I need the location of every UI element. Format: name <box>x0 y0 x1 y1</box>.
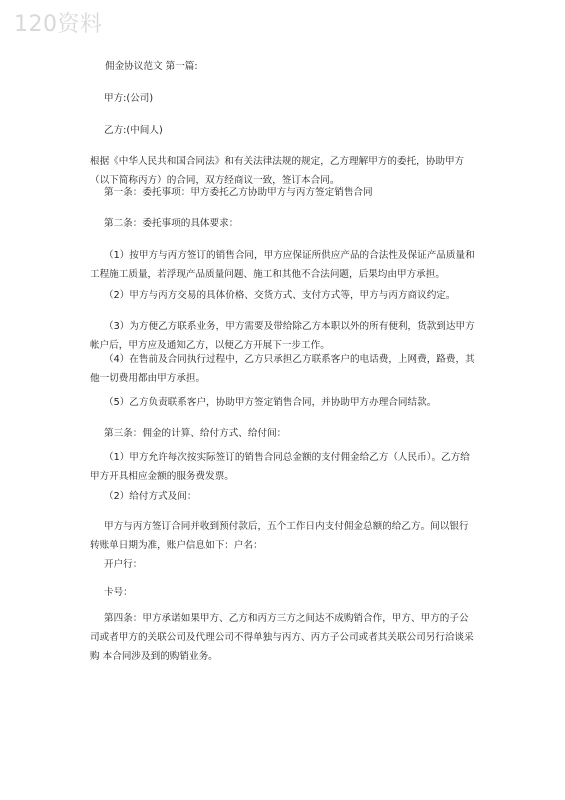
article-2-item-1 <box>90 246 494 284</box>
party-a: 甲方:(公司) <box>104 93 154 104</box>
article-4 <box>90 609 494 666</box>
article-2-item-5: （5）乙方负责联系客户，协助甲方签定销售合同，并协助甲方办理合同结款。 <box>104 397 437 408</box>
payment-paragraph <box>90 517 494 555</box>
intro-line-2: （以下简称丙方）的合同，双方经商议一致，签订本合同。 <box>90 175 340 186</box>
watermark-logo: 120资料 <box>14 12 103 37</box>
article-3-item-1-line-2: 甲方开具相应金额的服务费发票。 <box>90 471 234 482</box>
article-3-item-1 <box>90 448 494 486</box>
article-4-line-3: 购 本合同涉及到的购销业务。 <box>90 651 218 662</box>
article-4-line-1: 第四条：甲方承诺如果甲方、乙方和丙方三方之间达不成购销合作，甲方、甲方的子公 <box>104 613 469 624</box>
item-4-line-2: 他一切费用都由甲方承担。 <box>90 373 206 384</box>
payment-line-1: 甲方与丙方签订合同并收到预付款后，五个工作日内支付佣金总额的给乙方。间以银行 <box>104 521 469 532</box>
article-2-title: 第二条：委托事项的具体要求： <box>104 218 239 229</box>
party-b: 乙方:(中间人) <box>104 125 163 136</box>
item-3-line-2: 帐户后，甲方应及通知乙方，以便乙方开展下一步工作。 <box>90 340 330 351</box>
item-4-line-1: （4）在售前及合同执行过程中，乙方只承担乙方联系客户的电话费，上网费，路费，其 <box>104 354 475 365</box>
article-2-item-4 <box>90 350 494 388</box>
article-2-item-2: （2）甲方与丙方交易的具体价格、交货方式、支付方式等，甲方与丙方商议约定。 <box>104 290 456 301</box>
article-3-item-2: （2）给付方式及间： <box>104 491 197 502</box>
bank-label: 开户行： <box>104 559 143 570</box>
item-1-line-1: （1）按甲方与丙方签订的销售合同，甲方应保证所供应产品的合法性及保证产品质量和 <box>104 250 475 261</box>
intro-line-1: 根据《中华人民共和国合同法》和有关法律法规的规定，乙方理解甲方的委托，协助甲方 <box>90 156 465 167</box>
article-4-line-2: 司或者甲方的关联公司及代理公司不得单独与丙方、丙方子公司或者其关联公司另行洽谈采 <box>90 632 474 643</box>
card-label: 卡号： <box>104 587 133 598</box>
item-1-line-2: 工程施工质量，若浮现产品质量问题、施工和其他不合法问题，后果均由甲方承担。 <box>90 269 445 280</box>
article-3-title: 第三条：佣金的计算、给付方式、给付间： <box>104 428 287 439</box>
article-1: 第一条：委托事项：甲方委托乙方协助甲方与丙方签定销售合同 <box>104 187 373 198</box>
item-3-line-1: （3）为方便乙方联系业务，甲方需要及带给除乙方本职以外的所有便利，货款到达甲方 <box>104 321 475 332</box>
payment-line-2: 转账单日期为准，账户信息如下：户名： <box>90 540 263 551</box>
article-3-item-1-line-1: （1）甲方允许每次按实际签订的销售合同总金额的支付佣金给乙方（人民币）。乙方给 <box>104 452 470 463</box>
document-title: 佣金协议范文 第一篇: <box>105 61 198 72</box>
